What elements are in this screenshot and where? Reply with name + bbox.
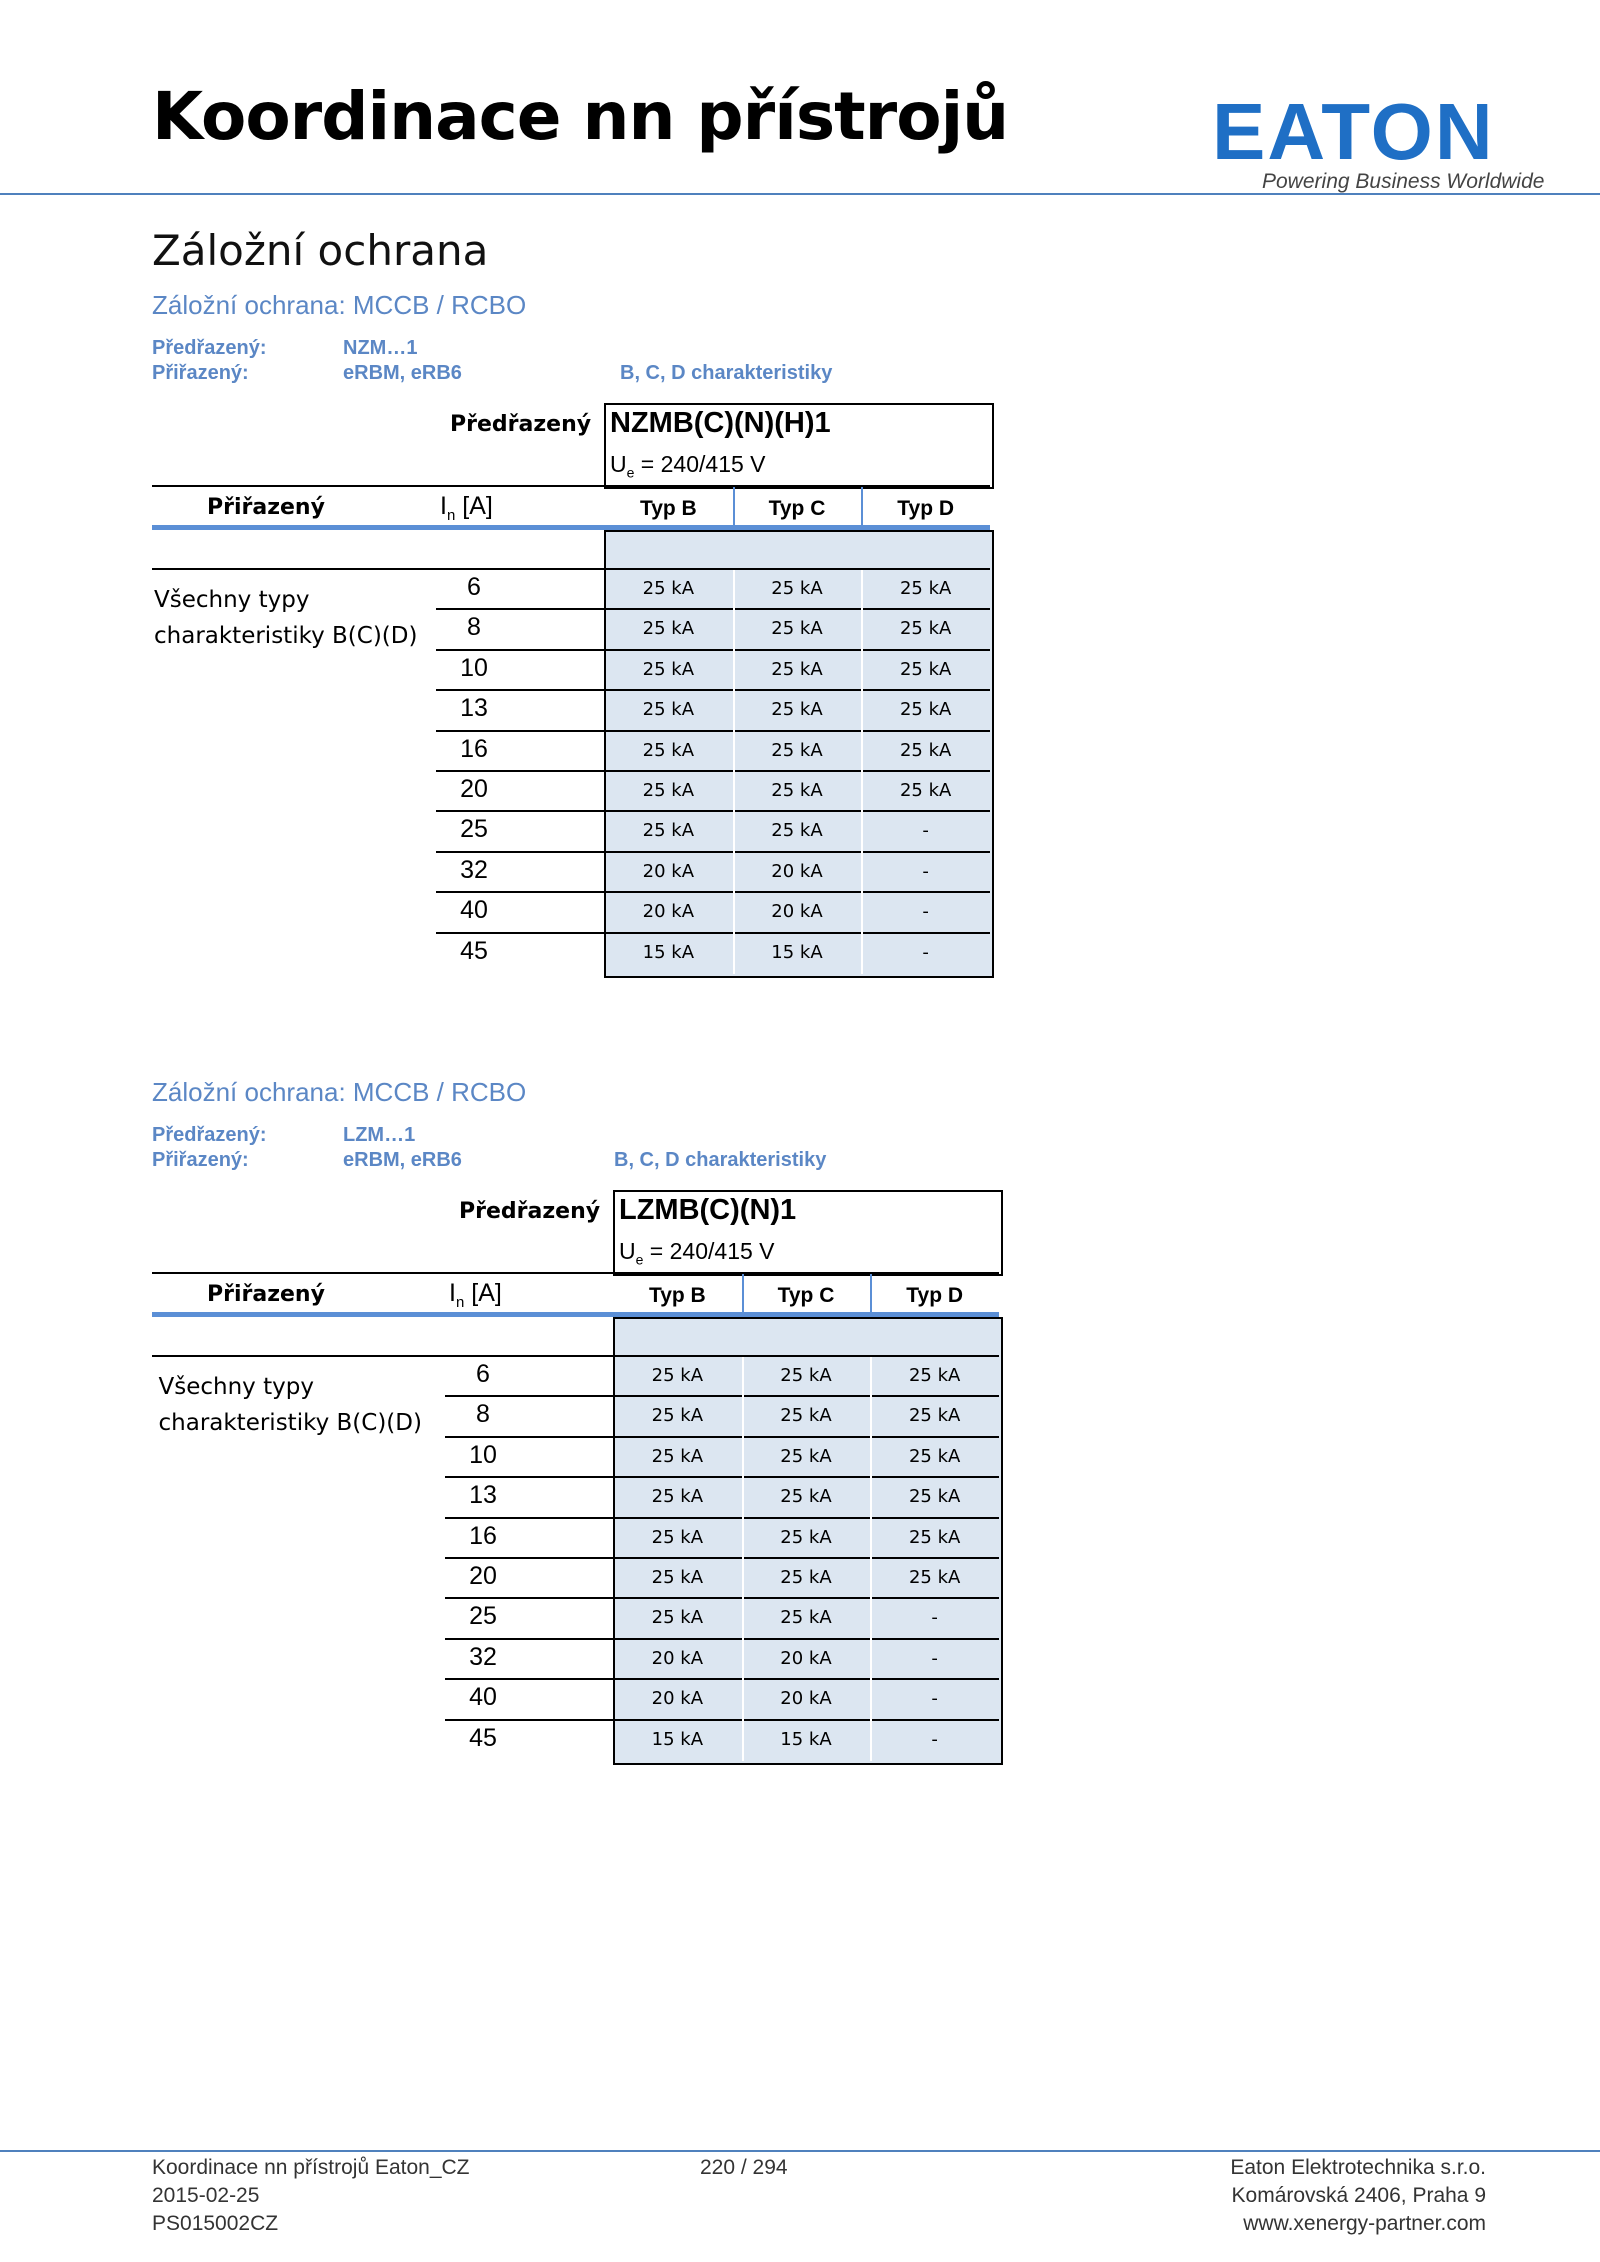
predrazeny-label: Předřazený:: [152, 337, 267, 359]
breaking-capacity-cell: 25 kA: [872, 1486, 997, 1507]
breaking-capacity-cell: 25 kA: [863, 618, 988, 639]
breaking-capacity-cell: 25 kA: [735, 618, 860, 639]
footer-address: Komárovská 2406, Praha 9: [1231, 2184, 1486, 2207]
column-divider: [861, 487, 863, 527]
breaking-capacity-cell: 25 kA: [872, 1567, 997, 1588]
footer-page-number: 220 / 294: [700, 2156, 788, 2179]
breaking-capacity-cell: 20 kA: [744, 1688, 869, 1709]
footer-date: 2015-02-25: [152, 2184, 260, 2207]
column-header-typ-b: Typ B: [648, 1284, 706, 1307]
breaking-capacity-cell: 25 kA: [744, 1405, 869, 1426]
footer-doc-code: PS015002CZ: [152, 2212, 279, 2235]
breaking-capacity-cell: -: [872, 1729, 997, 1750]
row-rule: [436, 810, 990, 812]
breaking-capacity-cell: 25 kA: [863, 578, 988, 599]
breaking-capacity-cell: 15 kA: [744, 1729, 869, 1750]
row-group-label: Všechny typy charakteristiky B(C)(D): [158, 1374, 422, 1436]
rated-current-value: 40: [469, 1683, 497, 1712]
rated-current-value: 40: [460, 896, 488, 925]
breaking-capacity-cell: 15 kA: [606, 942, 731, 963]
row-rule: [436, 932, 990, 934]
breaking-capacity-cell: -: [863, 820, 988, 841]
breaking-capacity-cell: 20 kA: [615, 1648, 740, 1669]
rated-current-value: 32: [460, 855, 488, 884]
row-rule: [445, 1678, 999, 1680]
breaking-capacity-cell: 25 kA: [744, 1527, 869, 1548]
rated-current-header: $I_n$ [A]: [449, 1279, 502, 1311]
breaking-capacity-cell: 20 kA: [606, 901, 731, 922]
breaking-capacity-cell: -: [863, 861, 988, 882]
rated-current-value: 16: [460, 734, 488, 763]
row-rule: [436, 689, 990, 691]
rated-current-value: 8: [476, 1400, 490, 1429]
grid-column-separator: [742, 1357, 744, 1761]
upstream-device-box: [613, 1190, 1003, 1276]
row-rule: [436, 851, 990, 853]
rated-current-value: 20: [469, 1562, 497, 1590]
upstream-device-name: NZMB(C)(N)(H)1: [610, 407, 831, 439]
breaking-capacity-cell: 25 kA: [744, 1607, 869, 1628]
breaking-capacity-cell: 25 kA: [872, 1365, 997, 1386]
column-divider: [742, 1274, 744, 1314]
rated-current-value: 10: [460, 653, 488, 682]
breaking-capacity-cell: -: [863, 942, 988, 963]
breaking-capacity-cell: 25 kA: [735, 780, 860, 801]
upstream-device-name: LZMB(C)(N)1: [619, 1194, 797, 1226]
breaking-capacity-cell: 25 kA: [606, 780, 731, 801]
characteristics-label: B, C, D charakteristiky: [614, 1149, 827, 1171]
breaking-capacity-cell: 25 kA: [606, 820, 731, 841]
breaking-capacity-cell: 25 kA: [615, 1446, 740, 1467]
rated-current-value: 6: [476, 1360, 490, 1388]
rated-current-value: 6: [467, 573, 481, 601]
breaking-capacity-cell: -: [872, 1607, 997, 1628]
breaking-capacity-cell: 20 kA: [744, 1648, 869, 1669]
characteristics-label: B, C, D charakteristiky: [620, 362, 833, 384]
breaking-capacity-cell: 25 kA: [863, 699, 988, 720]
breaking-capacity-cell: 25 kA: [615, 1607, 740, 1628]
prirazeny-label: Přiřazený:: [152, 362, 249, 384]
breaking-capacity-cell: 25 kA: [735, 699, 860, 720]
row-rule: [436, 608, 990, 610]
row-rule: [436, 649, 990, 651]
header-divider: [0, 193, 1600, 195]
breaking-capacity-cell: 25 kA: [606, 618, 731, 639]
footer-left: [152, 2154, 470, 2238]
rated-current-value: 32: [469, 1642, 497, 1671]
prirazeny-value: eRBM, eRB6: [343, 1149, 462, 1171]
breaking-capacity-cell: -: [872, 1648, 997, 1669]
row-rule: [445, 1719, 999, 1721]
breaking-capacity-cell: 25 kA: [744, 1446, 869, 1467]
predrazeny-value: LZM…1: [343, 1124, 416, 1146]
breaking-capacity-cell: 25 kA: [735, 659, 860, 680]
footer-divider: [0, 2150, 1600, 2152]
column-header-typ-c: Typ C: [768, 497, 826, 520]
breaking-capacity-cell: 25 kA: [744, 1486, 869, 1507]
footer-doc-title: Koordinace nn přístrojů Eaton_CZ: [152, 2156, 470, 2179]
rated-current-value: 20: [460, 775, 488, 803]
row-rule: [436, 770, 990, 772]
logo-tagline: Powering Business Worldwide: [1262, 170, 1545, 193]
rated-current-value: 16: [469, 1521, 497, 1550]
header-top-rule: [152, 485, 990, 487]
row-rule: [445, 1557, 999, 1559]
footer-company: Eaton Elektrotechnika s.r.o.: [1230, 2156, 1486, 2179]
rated-current-value: 8: [467, 613, 481, 642]
breaking-capacity-cell: 25 kA: [872, 1405, 997, 1426]
breaking-capacity-cell: 25 kA: [615, 1486, 740, 1507]
predrazeny-value: NZM…1: [343, 337, 418, 359]
downstream-header: Přiřazený: [207, 1282, 325, 1307]
row-rule: [436, 891, 990, 893]
breaking-capacity-cell: 25 kA: [863, 659, 988, 680]
footer-right: [1230, 2154, 1486, 2238]
row-rule: [445, 1597, 999, 1599]
row-rule: [445, 1638, 999, 1640]
rated-current-header: $I_n$ [A]: [440, 492, 493, 524]
page-title: Koordinace nn přístrojů: [152, 78, 1009, 155]
breaking-capacity-cell: 25 kA: [615, 1365, 740, 1386]
row-rule: [445, 1476, 999, 1478]
rated-current-value: 10: [469, 1440, 497, 1469]
rated-voltage: $U_e = 240/415$ V: [610, 451, 766, 481]
breaking-capacity-cell: 25 kA: [615, 1405, 740, 1426]
row-rule: [445, 1436, 999, 1438]
column-header-typ-c: Typ C: [777, 1284, 835, 1307]
column-header-typ-d: Typ D: [906, 1284, 964, 1307]
upstream-header: Předřazený: [450, 412, 592, 437]
table-subtitle: Záložní ochrana: MCCB / RCBO: [152, 1077, 527, 1107]
rated-current-value: 13: [469, 1481, 497, 1510]
eaton-logo: EATON: [1212, 87, 1495, 176]
grid-column-separator: [733, 570, 735, 974]
breaking-capacity-cell: 25 kA: [615, 1567, 740, 1588]
row-rule: [445, 1517, 999, 1519]
breaking-capacity-cell: 15 kA: [735, 942, 860, 963]
breaking-capacity-cell: 20 kA: [615, 1688, 740, 1709]
rated-voltage: $U_e = 240/415$ V: [619, 1238, 775, 1268]
column-divider: [733, 487, 735, 527]
rated-current-value: 25: [469, 1602, 497, 1631]
footer-website: www.xenergy-partner.com: [1243, 2212, 1486, 2235]
rated-current-value: 45: [460, 936, 488, 965]
row-rule: [445, 1395, 999, 1397]
breaking-capacity-cell: 25 kA: [744, 1567, 869, 1588]
grid-rule: [152, 568, 990, 570]
column-divider: [870, 1274, 872, 1314]
breaking-capacity-cell: 25 kA: [735, 820, 860, 841]
downstream-header: Přiřazený: [207, 495, 325, 520]
rated-current-value: 13: [460, 694, 488, 723]
table-subtitle: Záložní ochrana: MCCB / RCBO: [152, 290, 527, 320]
breaking-capacity-cell: 25 kA: [606, 740, 731, 761]
prirazeny-value: eRBM, eRB6: [343, 362, 462, 384]
breaking-capacity-cell: 20 kA: [735, 861, 860, 882]
breaking-capacity-cell: 20 kA: [735, 901, 860, 922]
breaking-capacity-cell: 25 kA: [744, 1365, 869, 1386]
row-group-label: Všechny typy charakteristiky B(C)(D): [154, 587, 418, 649]
rated-current-value: 25: [460, 815, 488, 844]
upstream-device-box: [604, 403, 994, 489]
grid-column-separator: [870, 1357, 872, 1761]
upstream-header: Předřazený: [459, 1199, 601, 1224]
breaking-capacity-cell: 25 kA: [863, 740, 988, 761]
breaking-capacity-cell: 15 kA: [615, 1729, 740, 1750]
breaking-capacity-cell: 25 kA: [606, 578, 731, 599]
breaking-capacity-cell: 20 kA: [606, 861, 731, 882]
breaking-capacity-cell: 25 kA: [872, 1446, 997, 1467]
predrazeny-label: Předřazený:: [152, 1124, 267, 1146]
breaking-capacity-cell: 25 kA: [735, 740, 860, 761]
row-rule: [436, 730, 990, 732]
breaking-capacity-cell: 25 kA: [606, 659, 731, 680]
breaking-capacity-cell: 25 kA: [863, 780, 988, 801]
prirazeny-label: Přiřazený:: [152, 1149, 249, 1171]
breaking-capacity-cell: -: [863, 901, 988, 922]
breaking-capacity-cell: 25 kA: [735, 578, 860, 599]
column-header-typ-b: Typ B: [639, 497, 697, 520]
section-title: Záložní ochrana: [152, 226, 489, 275]
column-header-typ-d: Typ D: [897, 497, 955, 520]
breaking-capacity-cell: 25 kA: [615, 1527, 740, 1548]
breaking-capacity-cell: -: [872, 1688, 997, 1709]
breaking-capacity-cell: 25 kA: [606, 699, 731, 720]
breaking-capacity-cell: 25 kA: [872, 1527, 997, 1548]
grid-column-separator: [861, 570, 863, 974]
rated-current-value: 45: [469, 1723, 497, 1752]
